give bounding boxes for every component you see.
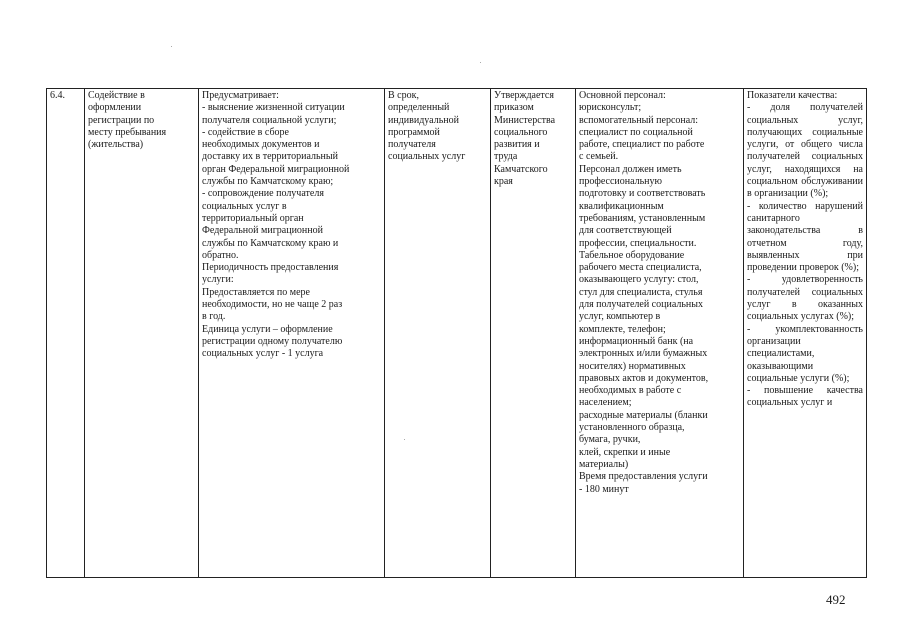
page-number: 492 [826, 592, 846, 607]
quality-cell [744, 89, 867, 578]
conditions-cell [576, 89, 744, 578]
service-term: В срок, определенный индивидуальной программой получателя социальных услуг [388, 90, 466, 163]
description-cell [199, 89, 385, 578]
scan-speck [480, 62, 481, 63]
table-row [47, 89, 867, 578]
service-name: Содействие в оформлении регистрации по месту пребывания (жительства) [88, 90, 167, 151]
row-number-cell [47, 89, 85, 578]
row-number: 6.4. [50, 90, 65, 101]
term-cell [385, 89, 491, 578]
quality-indicators: Показатели качества: - доля получателей социальных услуг, получающих социальные услуги, от общего числа получателей социальных услуг, находящихся на социальном обслуживании в организации (%); - количество нарушений санитарного законодательства в отчетном году, выявленных при проведении проверок (%); - удовлетворенность получателей социальных услуг в оказанных социальных услугах (%); - укомплектованность организации специалистами, оказывающими социальные услуги (%); - повышение качества социальных услуг и [747, 90, 863, 409]
service-conditions: Основной персонал: юрисконсульт; вспомогательный персонал: специалист по социальной работе, специалист по работе с семьей. Персонал должен иметь профессиональную подготовку и соответствовать квалификационным требованиям, установленным для соответствующей профессии, специальности. Табельное оборудование рабочего места специалиста, оказывающего услугу: стол, стул для специалиста, стулья для получателей социальных услуг, компьютер в комплекте, телефон; информационный банк (на электронных и/или бумажных носителях) нормативных правовых актов и документов, необходимых в работе с населением; расходные материалы (бланки установленного образца, бумага, ручки, клей, скрепки и иные материалы) Время предоставления услуги - 180 минут [579, 90, 709, 495]
service-description: Предусматривает: - выяснение жизненной ситуации получателя социальной услуги; - содействие в сборе необходимых документов и доставку их в территориальный орган Федеральной миграционной службы по Камчатскому краю; - сопровождение получателя социальных услуг в территориальный орган Федеральной миграционной службы по Камчатскому краю и обратно. Периодичность предоставления услуги: Предоставляется по мере необходимости, но не чаще 2 раз в год. Единица услуги – оформление регистрации одному получателю социальных услуг - 1 услуга [202, 90, 350, 360]
service-tariff: Утверждается приказом Министерства социального развития и труда Камчатского края [494, 90, 556, 188]
services-table [46, 88, 867, 578]
service-name-cell [85, 89, 199, 578]
tariff-cell [491, 89, 576, 578]
scan-speck [171, 46, 172, 47]
